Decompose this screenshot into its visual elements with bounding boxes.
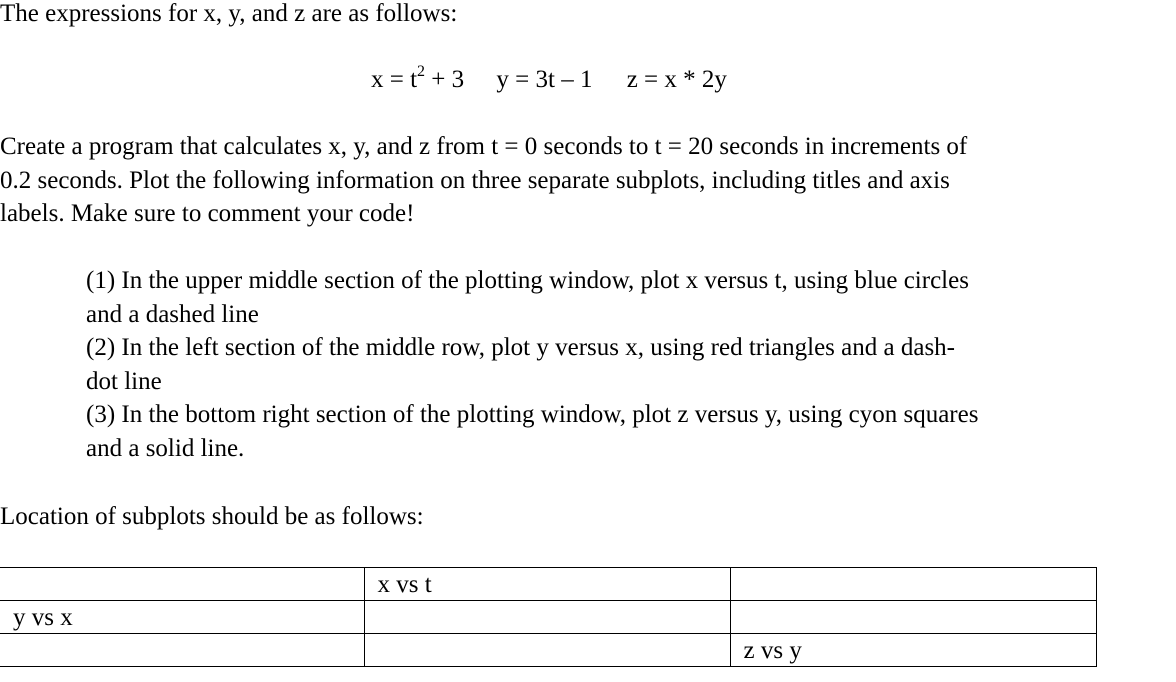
equations-line bbox=[371, 63, 727, 97]
table-cell bbox=[0, 634, 364, 667]
table-cell bbox=[364, 601, 730, 634]
intro-text: The expressions for x, y, and z are as follows: bbox=[0, 0, 458, 27]
equation-x-rhs: + 3 bbox=[425, 66, 465, 93]
requirement-item-2 bbox=[86, 331, 978, 398]
task-line: Create a program that calculates x, y, and z from t = 0 seconds to t = 20 seconds in increments of bbox=[0, 133, 968, 160]
table-cell: z vs y bbox=[730, 634, 1096, 667]
task-line: labels. Make sure to comment your code! bbox=[0, 200, 415, 227]
task-line: 0.2 seconds. Plot the following information on three separate subplots, including titles and axis bbox=[0, 166, 950, 194]
table-row bbox=[0, 568, 1096, 601]
table-cell bbox=[364, 634, 730, 667]
requirement-line: (1) In the upper middle section of the plotting window, plot x versus t, using blue circles bbox=[86, 267, 969, 294]
equation-x-lhs: x = t bbox=[371, 66, 418, 93]
requirement-line: and a solid line. bbox=[86, 434, 245, 462]
table-cell: x vs t bbox=[364, 568, 730, 601]
equation-y: y = 3t – 1 bbox=[496, 66, 593, 93]
requirement-item-1 bbox=[86, 264, 978, 331]
table-cell bbox=[730, 601, 1096, 634]
table-row bbox=[0, 601, 1096, 634]
equation-z: z = x * 2y bbox=[626, 66, 727, 93]
subplot-layout-table bbox=[0, 567, 1097, 667]
requirements-list bbox=[86, 264, 978, 465]
task-paragraph bbox=[0, 130, 1176, 231]
equation-x bbox=[371, 63, 464, 97]
equation-x-exponent: 2 bbox=[417, 62, 426, 80]
table-cell bbox=[730, 568, 1096, 601]
table-cell: y vs x bbox=[0, 601, 364, 634]
requirement-line: and a dashed line bbox=[86, 300, 259, 328]
requirement-line: (2) In the left section of the middle row, plot y versus x, using red triangles and a dash- bbox=[86, 334, 955, 361]
location-heading: Location of subplots should be as follows: bbox=[0, 503, 424, 530]
table-row bbox=[0, 634, 1096, 667]
table-cell bbox=[0, 568, 364, 601]
requirement-item-3 bbox=[86, 398, 978, 465]
requirement-line: dot line bbox=[86, 367, 162, 395]
requirement-line: (3) In the bottom right section of the plotting window, plot z versus y, using cyon squares bbox=[86, 401, 979, 428]
